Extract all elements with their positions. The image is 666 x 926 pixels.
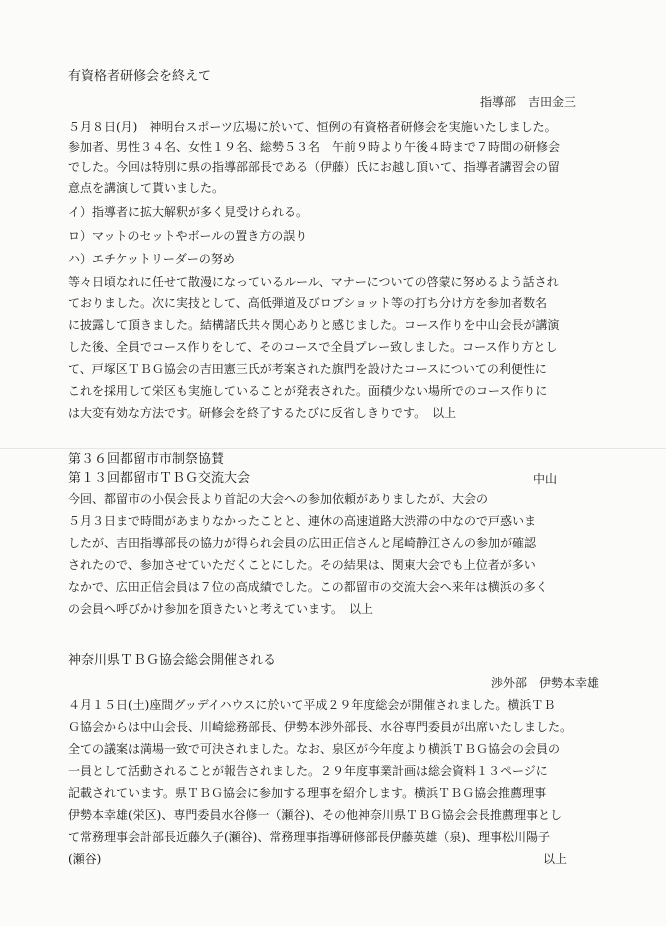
- article2-title-line2: 第１３回都留市ＴＢＧ交流大会: [68, 471, 251, 486]
- article1-line: でした。今回は特別に県の指導部部長である（伊藤）氏にお越し頂いて、指導者講習会の留: [68, 160, 560, 174]
- paper-fold-line: [0, 448, 666, 449]
- article3-line: Ｇ協会からは中山会長、川崎総務部長、伊勢本渉外部長、水谷専門委員が出席いたしました。: [68, 720, 573, 734]
- article3-line: 全ての議案は満場一致で可決されました。なお、泉区が今年度より横浜ＴＢＧ協会の会員の: [68, 742, 561, 756]
- article1-title: 有資格者研修会を終えて: [68, 69, 212, 84]
- article2-line: なかで、広田正信会員は７位の高成績でした。この都留市の交流大会へ来年は横浜の多く: [68, 580, 548, 594]
- article3-title: 神奈川県ＴＢＧ協会総会開催される: [68, 653, 277, 668]
- article1-line: イ）指導者に拡大解釈が多く見受けられる。: [68, 205, 309, 219]
- article1-line: ５月８日(月) 神明台スポーツ広場に於いて、恒例の有資格者研修会を実施いたしました。: [68, 120, 557, 134]
- article1-line: は大変有効な方法です。研修会を終了するたびに反省しきりです。 以上: [68, 406, 457, 420]
- article1-line: ハ）エチケットリーダーの努め: [68, 252, 235, 266]
- article2-line: したが、吉田指導部長の協力が得られ会員の広田正信さんと尾崎静江さんの参加が確認: [68, 536, 537, 550]
- article1-line: ておりました。次に実技として、高低弾道及びロブショット等の打ち分け方を参加者数名: [68, 296, 548, 310]
- article3-line: 伊勢本幸雄(栄区)、専門委員水谷修一（瀬谷)、その他神奈川県ＴＢＧ協会会長推薦理事とし: [68, 808, 563, 822]
- article1-line: 意点を講演して貰いました。: [68, 181, 225, 195]
- article3-author: 渉外部 伊勢本幸雄: [491, 676, 600, 690]
- article1-author: 指導部 吉田金三: [480, 95, 577, 109]
- article1-line: 等々日頃なれに任せて散漫になっているルール、マナーについての啓蒙に努めるよう話され: [68, 275, 559, 289]
- article1-line: ロ）マットのセットやボールの置き方の誤り: [68, 229, 308, 243]
- article3-closing: 以上: [543, 852, 568, 866]
- article2-title-line1: 第３６回都留市市制祭協賛: [68, 452, 225, 467]
- article1-line: て、戸塚区ＴＢＧ協会の吉田憲三氏が考案された旗門を設けたコースについての利便性に: [68, 362, 547, 376]
- article1-line: した後、全員でコース作りをして、そのコースで全員プレー致しました。コース作り方とし: [68, 340, 558, 354]
- article3-line: (瀬谷): [68, 852, 102, 866]
- article1-line: 参加者、男性３４名、女性１９名、総勢５３名 午前９時より午後４時まで７時間の研修会: [68, 140, 561, 154]
- article2-line: 今回、都留市の小俣会長より首記の大会への参加依頼がありましたが、大会の: [68, 492, 489, 506]
- article2-line: の会員へ呼びかけ参加を頂きたいと考えています。 以上: [68, 602, 374, 616]
- article3-line: 一員として活動されることが報告されました。２９年度事業計画は総会資料１３ページに: [68, 764, 548, 778]
- article3-line: 記載されています。県ＴＢＧ協会に参加する理事を紹介します。横浜ＴＢＧ協会推薦理事: [68, 786, 547, 800]
- article1-line: これを採用して栄区も実施していることが発表された。面積少ない場所でのコース作りに: [68, 384, 548, 398]
- article3-line: て常務理事会計部長近藤久子(瀬谷)、常務理事指導研修部長伊藤英雄（泉)、理事松川陽子: [68, 830, 551, 844]
- article1-line: に披露して頂きました。結構諸氏共々関心ありと感じました。コース作りを中山会長が講演: [68, 318, 560, 332]
- article2-line: ５月３日まで時間があまりなかったことと、連休の高速道路大渋滞の中なので戸惑いま: [68, 514, 537, 528]
- article3-line: ４月１５日(土)座間グッデイハウスに於いて平成２９年度総会が開催されました。横浜ＴＢ: [68, 698, 556, 712]
- article2-author: 中山: [533, 472, 558, 486]
- article2-line: されたので、参加させていただくことにした。その結果は、関東大会でも上位者が多い: [68, 558, 536, 572]
